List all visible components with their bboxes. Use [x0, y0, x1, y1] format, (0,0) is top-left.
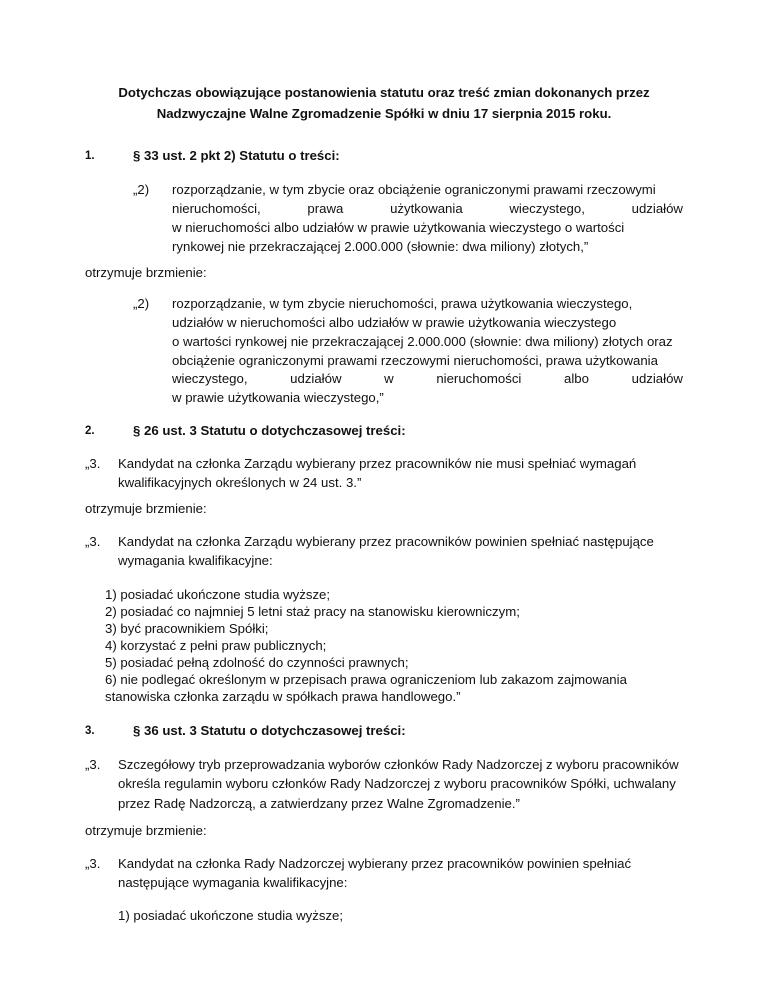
clause-text-line: określa regulamin wyboru członków Rady Nadzorczej z wyboru pracowników Spółki, uchwalany — [118, 776, 676, 791]
list-item: 4) korzystać z pełni praw publicznych; — [105, 638, 327, 653]
list-item: 6) nie podlegać określonym w przepisach prawa ograniczeniom lub zakazom zajmowania — [105, 672, 627, 687]
clause-marker: „2) — [133, 182, 150, 197]
clause-text-line: Kandydat na członka Zarządu wybierany przez pracowników nie musi spełniać wymagań — [118, 456, 637, 471]
clause-text-line: Kandydat na członka Rady Nadzorczej wybierany przez pracowników powinien spełniać — [118, 856, 632, 871]
clause-text-line: następujące wymagania kwalifikacyjne: — [118, 875, 348, 890]
list-item: 1) posiadać ukończone studia wyższe; — [118, 908, 344, 923]
clause-text-line: o wartości rynkowej nie przekraczającej 2.000.000 (słownie: dwa miliony) złotych oraz — [172, 334, 673, 349]
clause-text-line: wymagania kwalifikacyjne: — [118, 553, 273, 568]
list-item: 5) posiadać pełną zdolność do czynności prawnych; — [105, 655, 409, 670]
document-title-line-1: Dotychczas obowiązujące postanowienia statutu oraz treść zmian dokonanych przez — [118, 85, 650, 100]
clause-text-line: w prawie użytkowania wieczystego,” — [172, 390, 384, 405]
receives-wording-label: otrzymuje brzmienie: — [85, 501, 207, 516]
section-number: 3. — [85, 725, 95, 737]
clause-text-line: rozporządzanie, w tym zbycie nieruchomości, prawa użytkowania wieczystego, — [172, 296, 633, 311]
receives-wording-label: otrzymuje brzmienie: — [85, 265, 207, 280]
section-heading: § 36 ust. 3 Statutu o dotychczasowej treści: — [133, 723, 406, 738]
clause-marker: „3. — [85, 757, 101, 772]
clause-text-line: Szczegółowy tryb przeprowadzania wyborów członków Rady Nadzorczej z wyboru pracowników — [118, 757, 679, 772]
clause-text-line: w nieruchomości albo udziałów w prawie użytkowania wieczystego o wartości — [172, 220, 625, 235]
document-title-line-2: Nadzwyczajne Walne Zgromadzenie Spółki w dniu 17 sierpnia 2015 roku. — [156, 106, 612, 121]
clause-text-line: Kandydat na członka Zarządu wybierany przez pracowników powinien spełniać następujące — [118, 534, 654, 549]
clause-text-line: udziałów w nieruchomości albo udziałów w prawie użytkowania wieczystego — [172, 315, 617, 330]
clause-text-line: rozporządzanie, w tym zbycie oraz obciążenie ograniczonymi prawami rzeczowymi — [172, 182, 656, 197]
section-number: 2. — [85, 425, 95, 437]
clause-text-line: przez Radę Nadzorczą, a zatwierdzany przez Walne Zgromadzenie.” — [118, 796, 520, 811]
clause-text-line: rynkowej nie przekraczającej 2.000.000 (słownie: dwa miliony) złotych,” — [172, 239, 589, 254]
section-number: 1. — [85, 150, 95, 162]
section-heading: § 33 ust. 2 pkt 2) Statutu o treści: — [133, 148, 340, 163]
section-heading: § 26 ust. 3 Statutu o dotychczasowej treści: — [133, 423, 406, 438]
clause-text-line-justified: nieruchomości, prawa użytkowania wieczystego, udziałów — [172, 201, 683, 216]
list-item: 3) być pracownikiem Spółki; — [105, 621, 269, 636]
clause-text-line: kwalifikacyjnych określonych w 24 ust. 3.” — [118, 475, 362, 490]
clause-marker: „2) — [133, 296, 150, 311]
list-item: 1) posiadać ukończone studia wyższe; — [105, 587, 331, 602]
clause-marker: „3. — [85, 856, 101, 871]
clause-marker: „3. — [85, 456, 101, 471]
clause-text-line: obciążenie ograniczonymi prawami rzeczowymi nieruchomości, prawa użytkowania — [172, 353, 658, 368]
clause-text-line-justified: wieczystego, udziałów w nieruchomości albo udziałów — [172, 371, 683, 386]
receives-wording-label: otrzymuje brzmienie: — [85, 823, 207, 838]
list-item-continuation: stanowiska członka zarządu w spółkach prawa handlowego.” — [105, 689, 461, 704]
clause-marker: „3. — [85, 534, 101, 549]
list-item: 2) posiadać co najmniej 5 letni staż pracy na stanowisku kierowniczym; — [105, 604, 520, 619]
